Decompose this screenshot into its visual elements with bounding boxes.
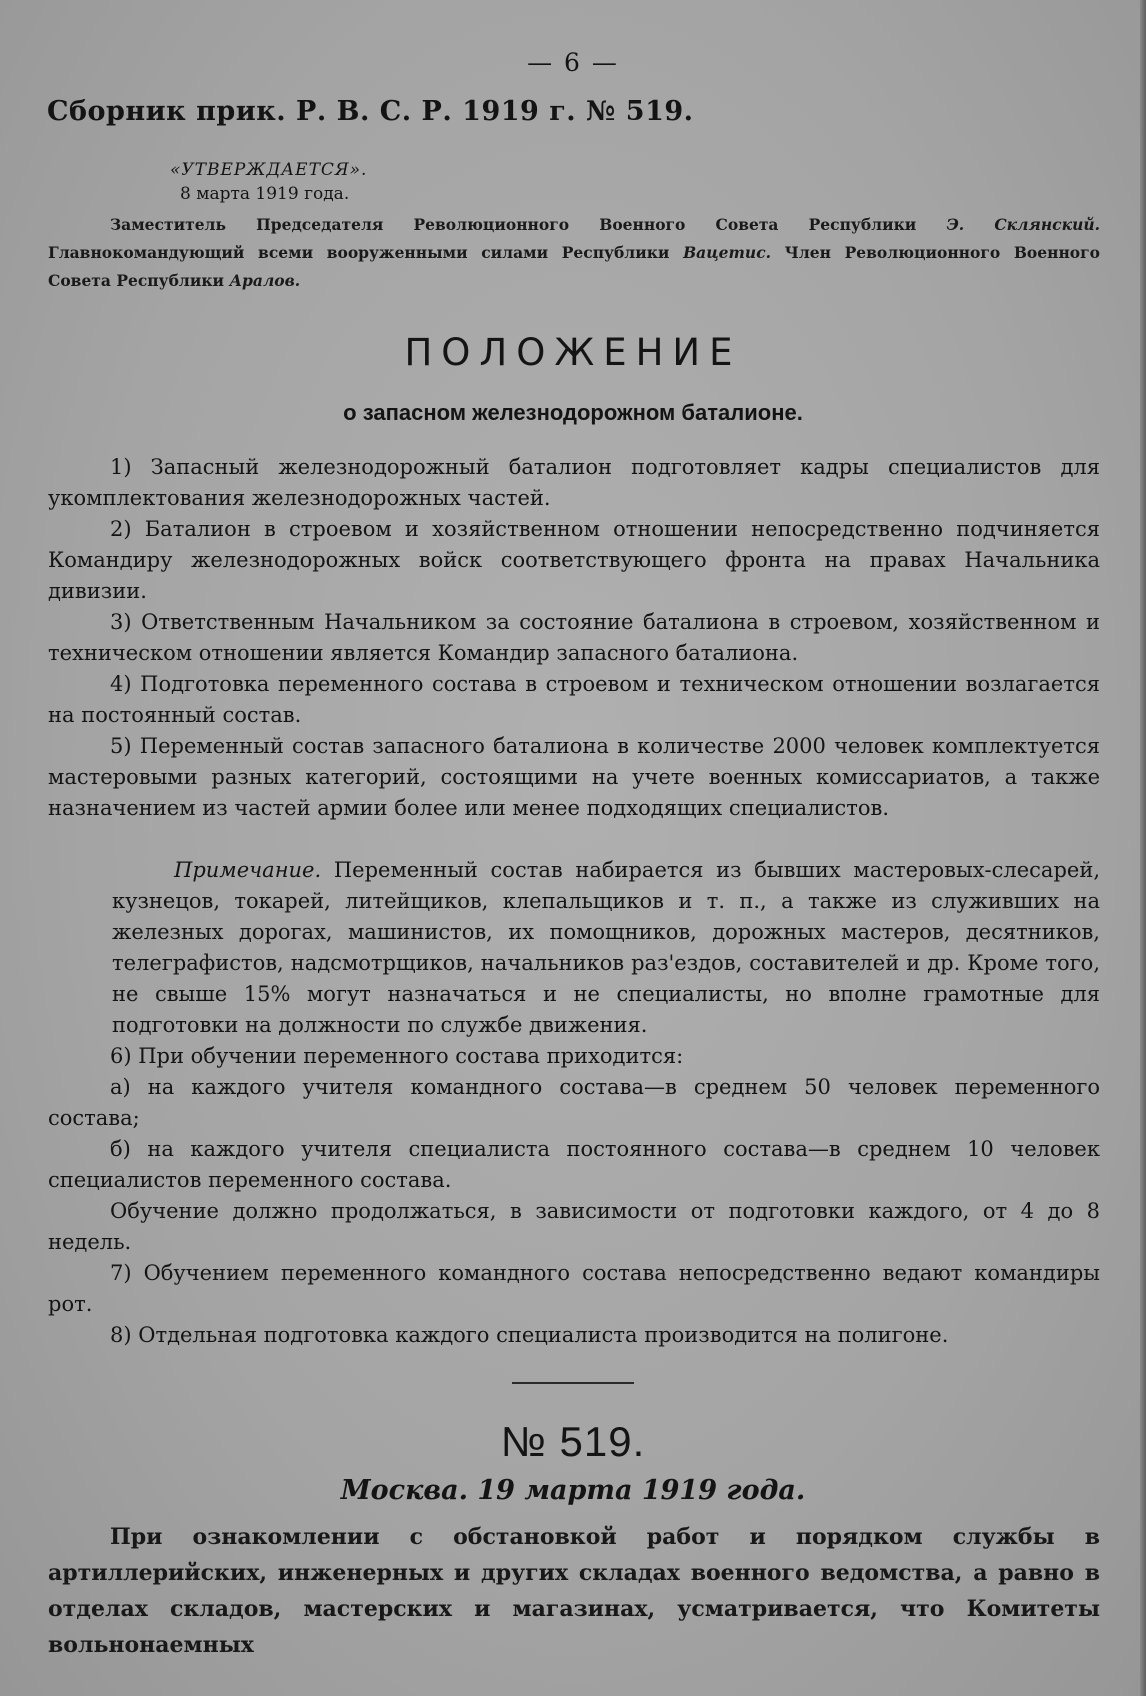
- running-head: Сборник прик. Р. В. С. Р. 1919 г. № 519.: [47, 96, 694, 127]
- regulation-title: ПОЛОЖЕНИЕ: [404, 331, 742, 374]
- note-text: Переменный состав набирается из бывших мастеровых-слесарей, кузнецов, токарей, литейщиков, клепальщиков и т. п., а также из служивших на железных дорогах, машинистов, их помощников, дорожных мастеров, десятников, телеграфистов, надсмотрщиков, начальников раз'ездов, составителей и др. Кроме того, не свыше 15% могут назначаться и не специалисты, но вполне грамотные для подготовки на должности по службе движения.: [112, 858, 1100, 1037]
- page-number: — 6 —: [527, 48, 619, 77]
- note-label: Примечание.: [174, 858, 322, 882]
- order-number: № 519.: [500, 1418, 646, 1465]
- regulation-item-3: 3) Ответственным Начальником за состояние баталиона в строевом, хозяйственном и техническом отношении является Командир запасного баталиона.: [48, 610, 1100, 665]
- regulation-item-6-intro: 6) При обучении переменного состава приходится:: [110, 1044, 684, 1068]
- order-opening-paragraph: При ознакомлении с обстановкой работ и порядком службы в артиллерийских, инженерных и других складах военного ведомства, а равно в отделах складов, мастерских и магазинах, усматривается, что Комитеты вольнонаемных: [48, 1524, 1100, 1658]
- signatory-3-name: Аралов.: [229, 271, 301, 290]
- regulation-item-6b: б) на каждого учителя специалиста постоянного состава—в среднем 10 человек специалистов переменного состава.: [48, 1137, 1100, 1192]
- signatory-1-name: Э. Склянский.: [946, 215, 1101, 234]
- approval-stamp: «УТВЕРЖДАЕТСЯ».: [170, 160, 368, 180]
- section-divider: [512, 1382, 634, 1384]
- regulation-item-1: 1) Запасный железнодорожный баталион подготовляет кадры специалистов для укомплектования железнодорожных частей.: [48, 455, 1100, 510]
- signatory-2-name: Вацетис.: [683, 243, 772, 262]
- signatory-1-role: Заместитель Председателя Революционного Военного Совета Республики: [110, 215, 917, 234]
- regulation-note: [112, 855, 1100, 1041]
- signatory-3-role: Член Революционного Военного Совета Республики: [48, 243, 1100, 290]
- order-dateline: Москва. 19 марта 1919 года.: [340, 1475, 806, 1506]
- signatory-2-role: Главнокомандующий всеми вооруженными силами Республики: [48, 243, 670, 262]
- regulation-subtitle: о запасном железнодорожном баталионе.: [343, 400, 803, 425]
- regulation-item-4: 4) Подготовка переменного состава в строевом и техническом отношении возлагается на постоянный состав.: [48, 672, 1100, 727]
- regulation-item-5: 5) Переменный состав запасного баталиона в количестве 2000 человек комплектуется мастеровыми разных категорий, состоящими на учете военных комиссариатов, а также назначением из частей армии более или менее подходящих специалистов.: [48, 734, 1100, 820]
- signatories-block: [48, 211, 1100, 295]
- regulation-item-2: 2) Баталион в строевом и хозяйственном отношении непосредственно подчиняется Командиру железнодорожных войск соответствующего фронта на правах Начальника дивизии.: [48, 517, 1100, 603]
- regulation-item-7: 7) Обучением переменного командного состава непосредственно ведают командиры рот.: [48, 1261, 1100, 1316]
- regulation-item-6-duration: Обучение должно продолжаться, в зависимости от подготовки каждого, от 4 до 8 недель.: [48, 1199, 1100, 1254]
- regulation-item-6a: а) на каждого учителя командного состава—в среднем 50 человек переменного состава;: [48, 1075, 1100, 1130]
- regulation-item-8: 8) Отдельная подготовка каждого специалиста производится на полигоне.: [110, 1323, 949, 1347]
- approval-date: 8 марта 1919 года.: [180, 184, 350, 204]
